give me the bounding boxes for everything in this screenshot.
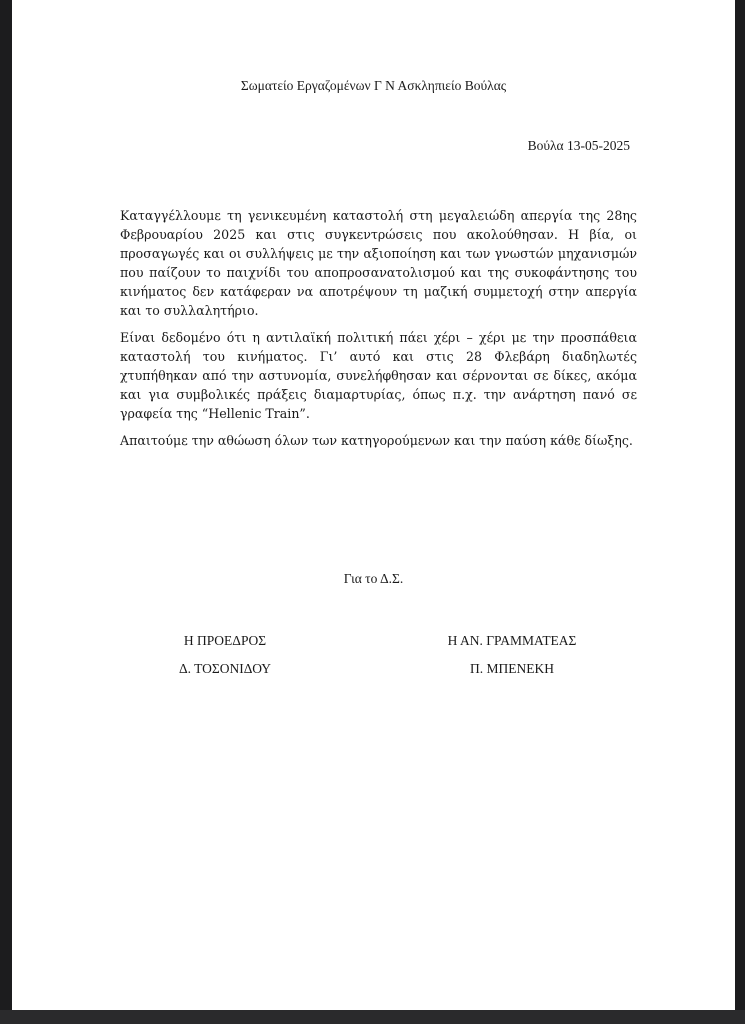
signature-left-role: Η ΠΡΟΕΔΡΟΣ <box>183 633 267 648</box>
viewer-bottom-bar <box>0 1010 745 1024</box>
document-date: Βούλα 13-05-2025 <box>527 138 630 153</box>
document-page <box>12 0 735 1010</box>
paragraph-1: Καταγγέλλουμε τη γενικευμένη καταστολή στη μεγαλειώδη απεργία της 28ης Φεβρουαρίου 2025 και στις συγκεντρώσεις που ακολούθησαν. Η βία, οι προσαγωγές και οι συλλήψεις με την αξιοποίηση και των γνωστών μηχανισμών που παίζουν το παιχνίδι του αποπροσανατολισμού και της συκοφάντησης του κινήματος δεν κατάφεραν να αποτρέψουν τη μαζική συμμετοχή στην απεργία και το συλλαλητήριο. <box>120 208 637 318</box>
signature-right-name: Π. ΜΠΕΝΕΚΗ <box>470 661 554 676</box>
paragraph-3: Απαιτούμε την αθώωση όλων των κατηγορούμενων και την παύση κάθε δίωξης. <box>120 433 633 448</box>
paragraph-2: Είναι δεδομένο ότι η αντιλαϊκή πολιτική πάει χέρι – χέρι με την προσπάθεια καταστολή του κινήματος. Γι’ αυτό και στις 28 Φλεβάρη διαδηλωτές χτυπήθηκαν από την αστυνομία, συνελήφθησαν και σέρνονται σε δίκες, ακόμα και για συμβολικές πράξεις διαμαρτυρίας, όπως π.χ. την ανάρτηση πανό σε γραφεία της “Hellenic Train”. <box>120 330 637 421</box>
signature-left <box>160 627 290 683</box>
signature-right <box>432 627 592 683</box>
signature-right-role: Η ΑΝ. ΓΡΑΜΜΑΤΕΑΣ <box>447 633 577 648</box>
document-body <box>120 206 637 458</box>
signature-left-name: Δ. ΤΟΣΟΝΙΔΟΥ <box>178 661 272 676</box>
for-board-line: Για το Δ.Σ. <box>343 571 404 586</box>
organization-header: Σωματείο Εργαζομένων Γ Ν Ασκληπιείο Βούλας <box>240 78 507 93</box>
